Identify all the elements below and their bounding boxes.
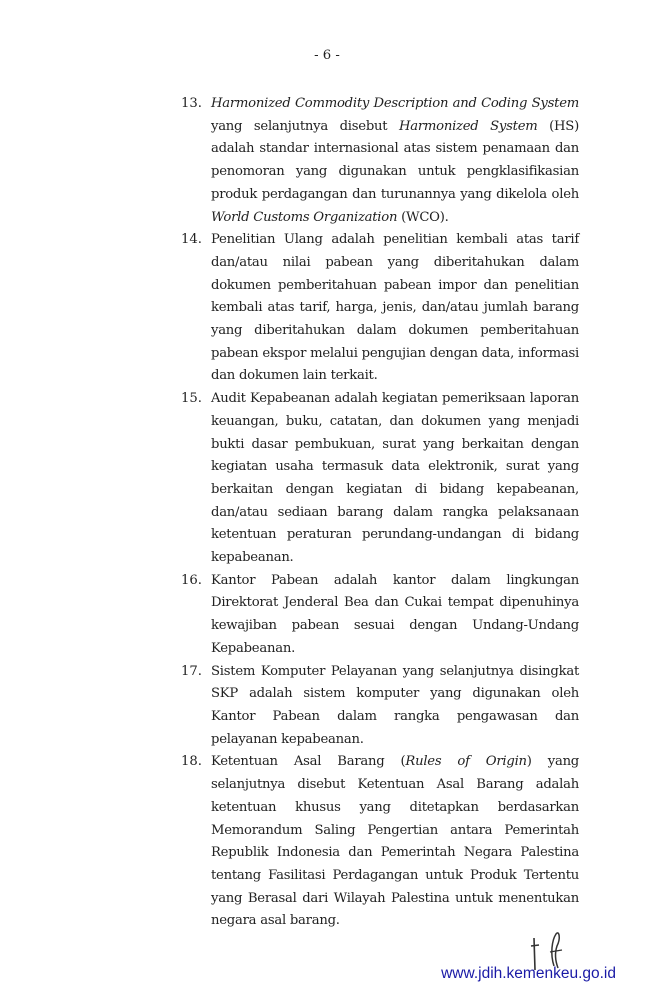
text-run: Penelitian Ulang adalah penelitian kembali atas tarif dan/atau nilai pabean yang diberitahukan dalam dokumen pemberitahuan pabean impor dan penelitian kembali atas tarif, harga, jenis, dan/atau jumlah barang yang diberitahukan dalam dokumen pemberitahuan pabean ekspor melalui pengujian dengan data, informasi dan dokumen lain terkait. (211, 232, 579, 384)
italic-term: World Customs Organization (211, 209, 398, 225)
text-run: Ketentuan Asal Barang ( (211, 754, 406, 770)
italic-term: Rules of Origin (405, 754, 527, 770)
text-run: (WCO). (397, 209, 449, 225)
text-run: yang selanjutnya disebut (211, 118, 399, 134)
definition-list (181, 93, 579, 933)
text-run: (HS) adalah standar internasional atas sistem penamaan dan penomoran yang digunakan untuk pengklasifikasian produk perdagangan dan turunannya yang dikelola oleh (211, 118, 579, 202)
text-run: Kantor Pabean adalah kantor dalam lingkungan Direktorat Jenderal Bea dan Cukai tempat dipenuhinya kewajiban pabean sesuai dengan Undang-Undang Kepabeanan. (211, 572, 579, 656)
definition-item (181, 388, 579, 570)
item-number: 17. (181, 663, 202, 679)
text-run: ) yang selanjutnya disebut Ketentuan Asal Barang adalah ketentuan khusus yang ditetapkan berdasarkan Memorandum Saling Pengertian antara Pemerintah Republik Indonesia dan Pemerintah Negara Palestina tentang Fasilitasi Perdagangan untuk Produk Tertentu yang Berasal dari Wilayah Palestina untuk menentukan negara asal barang. (211, 754, 579, 929)
definition-item (181, 229, 579, 388)
jdih-website-link[interactable]: www.jdih.kemenkeu.go.id (441, 965, 616, 982)
text-run: Sistem Komputer Pelayanan yang selanjutnya disingkat SKP adalah sistem komputer yang digunakan oleh Kantor Pabean dalam rangka pengawasan dan pelayanan kepabeanan. (211, 663, 579, 747)
definition-item (181, 751, 579, 933)
item-text (211, 93, 579, 229)
italic-term: Harmonized Commodity Description and Coding System (211, 96, 579, 111)
definition-item (181, 570, 579, 661)
item-number: 14. (181, 232, 202, 248)
item-number: 18. (181, 754, 202, 770)
item-number: 13. (181, 96, 202, 111)
definition-item (181, 661, 579, 752)
item-text (211, 751, 579, 933)
page-number: - 6 - (314, 48, 340, 63)
item-text (211, 229, 579, 388)
item-text (211, 661, 579, 752)
item-text (211, 570, 579, 661)
item-number: 15. (181, 391, 202, 407)
definition-item (181, 93, 579, 229)
item-number: 16. (181, 572, 202, 588)
item-text (211, 388, 579, 570)
italic-term: Harmonized System (398, 118, 538, 134)
text-run: Audit Kepabeanan adalah kegiatan pemeriksaan laporan keuangan, buku, catatan, dan dokumen yang menjadi bukti dasar pembukuan, surat yang berkaitan dengan kegiatan usaha termasuk data elektronik, surat yang berkaitan dengan kegiatan di bidang kepabeanan, dan/atau sediaan barang dalam rangka pelaksanaan ketentuan peraturan perundang-undangan di bidang kepabeanan. (211, 391, 579, 566)
